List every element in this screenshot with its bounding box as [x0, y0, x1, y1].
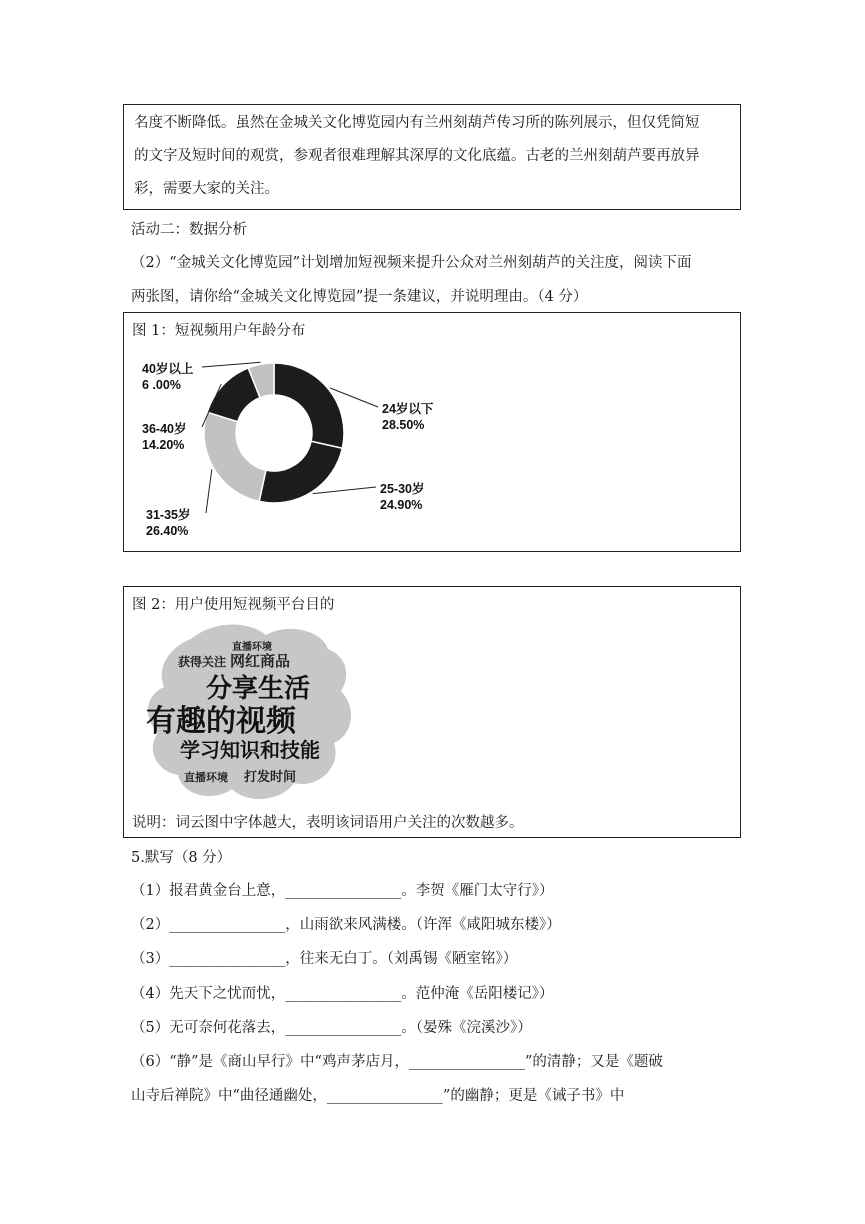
- donut-value-label-2: 26.40%: [146, 524, 189, 538]
- donut-value-label-1: 24.90%: [380, 498, 423, 512]
- donut-slice-1: [259, 441, 342, 503]
- word-youqudeshipin: 有趣的视频: [146, 704, 296, 739]
- word-zhibohuanjing: 直播环境: [184, 771, 228, 784]
- figure2-box: [123, 586, 741, 838]
- age-donut-chart: [128, 341, 488, 551]
- donut-slice-0: [274, 363, 344, 448]
- question-line-2: 两张图，请你给“金城关文化博览园”提一条建议，并说明理由。（4 分）: [131, 289, 588, 305]
- donut-value-label-4: 6 .00%: [142, 378, 181, 392]
- donut-value-label-3: 14.20%: [142, 438, 185, 452]
- dictation-item-1: （1）报君黄金台上意，________________。李贺《雁门太守行》）: [131, 883, 554, 899]
- section5-heading: 5.默写（8 分）: [131, 850, 232, 866]
- donut-category-label-4: 40岁以上: [142, 362, 194, 376]
- donut-value-label-0: 28.50%: [382, 418, 425, 432]
- dictation-item-5: （5）无可奈何花落去，________________。（晏殊《浣溪沙》）: [131, 1020, 532, 1036]
- question-line-1: （2）“金城关文化博览园”计划增加短视频来提升公众对兰州刻葫芦的关注度，阅读下面: [131, 255, 692, 271]
- activity-heading: 活动二：数据分析: [131, 222, 247, 238]
- donut-leader-2: [206, 469, 212, 513]
- passage-line-2: 的文字及短时间的观赏，参观者很难理解其深厚的文化底蕴。古老的兰州刻葫芦要再放异: [134, 148, 700, 164]
- word-fenxiangshenghuo: 分享生活: [206, 674, 311, 704]
- dictation-item-6-line-1: （6）“静”是《商山早行》中“鸡声茅店月，________________”的清静；又是《题破: [131, 1054, 663, 1070]
- donut-slices: [204, 363, 344, 503]
- dictation-item-2: （2）________________，山雨欲来风满楼。（许浑《咸阳城东楼》）: [131, 917, 561, 933]
- donut-leader-1: [313, 487, 376, 494]
- figure1-box: [123, 312, 741, 552]
- word-huodeguanzhu: 获得关注: [178, 655, 227, 669]
- word-wanghongshangpin: 网红商品: [230, 652, 291, 670]
- word-dafashijian: 打发时间: [244, 770, 297, 785]
- passage-line-3: 彩，需要大家的关注。: [134, 181, 279, 197]
- word-cloud: [136, 617, 376, 807]
- passage-box: [123, 104, 741, 210]
- figure1-caption: 图 1：短视频用户年龄分布: [132, 323, 306, 339]
- dictation-item-4: （4）先天下之忧而忧，________________。范仲淹《岳阳楼记》）: [131, 986, 554, 1002]
- word-yingxiao: 直播环境: [232, 642, 272, 653]
- word-xuexizhishi: 学习知识和技能: [180, 738, 320, 762]
- donut-category-label-0: 24岁以下: [382, 402, 434, 416]
- donut-slice-2: [204, 412, 266, 501]
- dictation-item-6-line-2: 山寺后禅院》中“曲径通幽处，________________”的幽静；更是《诫子书》中: [131, 1088, 625, 1104]
- passage-line-1: 名度不断降低。虽然在金城关文化博览园内有兰州刻葫芦传习所的陈列展示，但仅凭简短: [134, 115, 700, 131]
- donut-category-label-2: 31-35岁: [146, 508, 191, 522]
- donut-category-label-3: 36-40岁: [142, 422, 187, 436]
- figure2-caption: 图 2：用户使用短视频平台目的: [132, 597, 335, 613]
- donut-category-label-1: 25-30岁: [380, 482, 425, 496]
- figure2-note: 说明：词云图中字体越大，表明该词语用户关注的次数越多。: [132, 815, 524, 831]
- dictation-item-3: （3）________________，往来无白丁。（刘禹锡《陋室铭》）: [131, 951, 518, 967]
- passage-text: [134, 107, 730, 206]
